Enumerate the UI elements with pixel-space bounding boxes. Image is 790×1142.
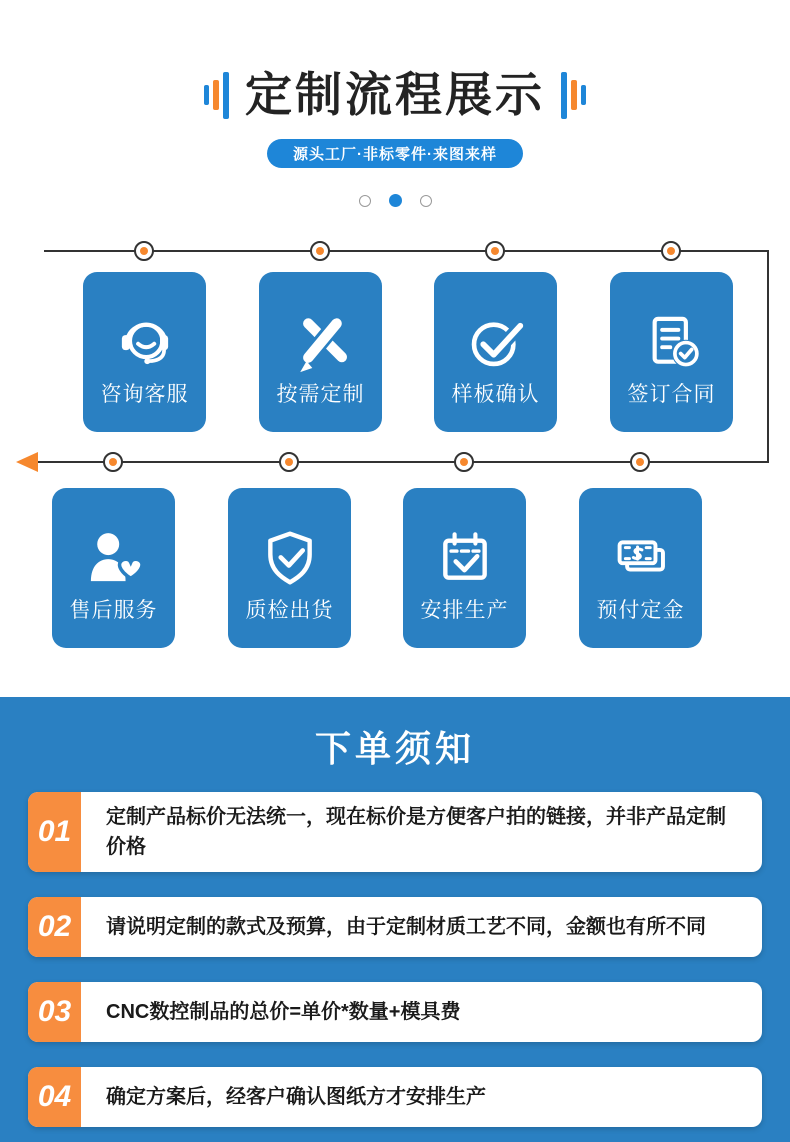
pen-tools-icon [259,294,382,390]
notice-number-badge: 01 [28,792,84,872]
carousel-dot-active[interactable] [389,194,402,207]
flow-step-label: 按需定制 [276,383,365,406]
flow-node-dot [636,458,644,466]
flow-step-card-sample-confirm [434,272,557,432]
flow-node [310,241,330,261]
flow-step-label: 签订合同 [627,383,716,406]
flow-step-card-deposit [579,488,702,648]
flow-step-label: 预付定金 [596,599,685,622]
subtitle-banner: 源头工厂·非标零件·来图来样 [267,139,523,168]
notice-text: 确定方案后，经客户确认图纸方才安排生产 [106,1086,486,1108]
flow-node [485,241,505,261]
flow-node [103,452,123,472]
notice-item [28,982,762,1042]
carousel-dot[interactable] [420,195,432,207]
headset-icon [83,294,206,390]
flow-node-dot [667,247,675,255]
notice-number-badge: 04 [28,1067,84,1127]
banknotes-icon [579,510,702,606]
title-accent-bars-left-icon [204,72,229,119]
notice-item [28,1067,762,1127]
flow-node-dot [140,247,148,255]
flow-step-card-production [403,488,526,648]
header [0,68,790,122]
page-title: 定制流程展示 [245,68,545,121]
flow-step-label: 咨询客服 [100,383,189,406]
carousel-dot[interactable] [359,195,371,207]
flow-node [630,452,650,472]
notice-item [28,792,762,872]
flow-step-label: 样板确认 [451,383,540,406]
flow-step-label: 质检出货 [245,599,334,622]
calendar-check-icon [403,510,526,606]
notice-number-badge: 03 [28,982,84,1042]
flow-node [134,241,154,261]
flow-node-dot [316,247,324,255]
flow-node-dot [460,458,468,466]
flow-arrow-left-icon [16,452,38,472]
flow-node [454,452,474,472]
flow-step-label: 售后服务 [69,599,158,622]
notice-number-badge: 02 [28,897,84,957]
carousel-dots [0,194,790,207]
notice-title: 下单须知 [314,728,475,769]
title-accent-bars-right-icon [561,72,586,119]
flow-node-dot [491,247,499,255]
notice-text: 定制产品标价无法统一，现在标价是方便客户拍的链接，并非产品定制价格 [106,806,726,858]
flow-connector-line-right [767,250,769,462]
flow-step-card-quality [228,488,351,648]
flow-node [661,241,681,261]
shield-check-icon [228,510,351,606]
notice-item [28,897,762,957]
flow-step-label: 安排生产 [420,599,509,622]
flow-node [279,452,299,472]
flow-node-dot [109,458,117,466]
flow-step-card-contract [610,272,733,432]
flow-node-dot [285,458,293,466]
order-notice-section [0,697,790,1142]
flow-step-card-customize [259,272,382,432]
notice-list [28,792,762,1127]
person-heart-icon [52,510,175,606]
flow-step-card-aftersales [52,488,175,648]
contract-icon [610,294,733,390]
notice-text: 请说明定制的款式及预算，由于定制材质工艺不同，金额也有所不同 [106,916,706,938]
notice-text: CNC数控制品的总价=单价*数量+模具费 [106,1001,461,1023]
flow-step-card-consult [83,272,206,432]
flow-connector-line-bottom [34,461,769,463]
check-circle-icon [434,294,557,390]
